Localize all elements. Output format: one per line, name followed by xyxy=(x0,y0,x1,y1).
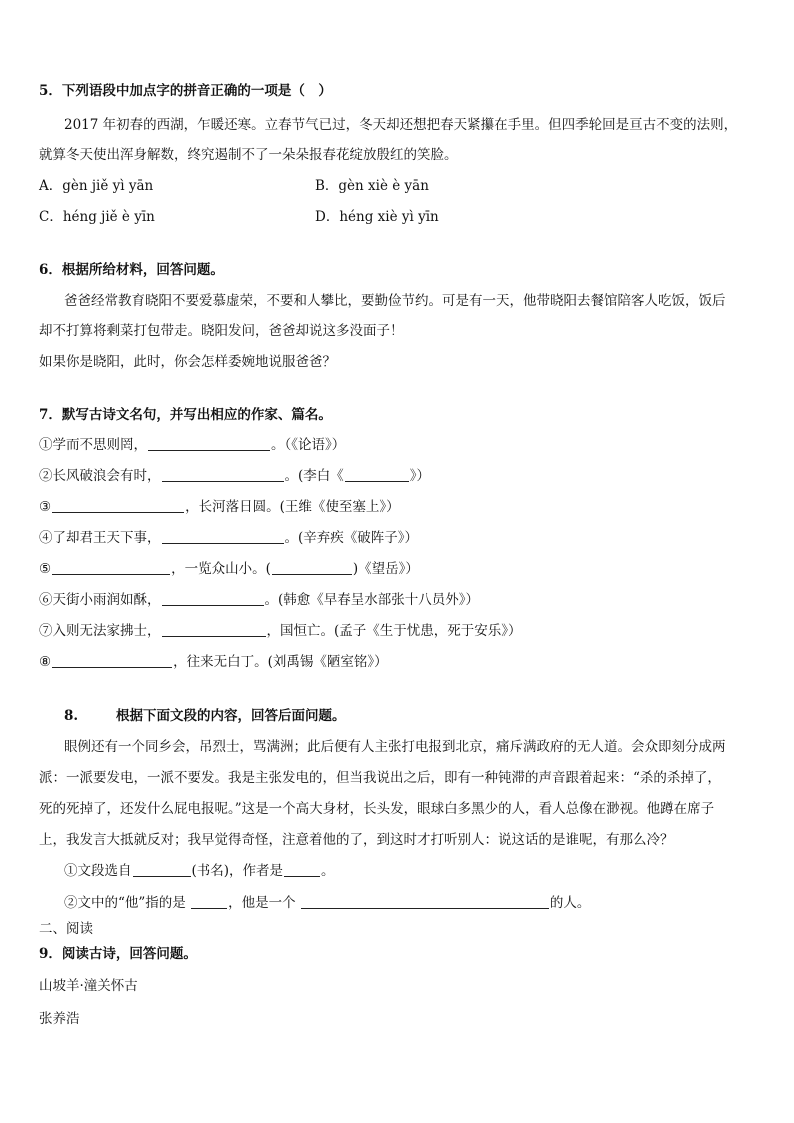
q5-option-a: A．gèn jiě yì yān xyxy=(39,178,154,194)
q7-item-8: ⑧ ，往来无白丁。(刘禹锡《陋室铭》） xyxy=(39,654,388,670)
q7-blank-4[interactable] xyxy=(162,529,284,544)
q7-blank-5-author[interactable] xyxy=(272,560,352,575)
q7-item-3: ③ ，长河落日圆。(王维《使至塞上》） xyxy=(39,499,400,515)
section-2-heading: 二、阅读 xyxy=(39,921,93,937)
q6-question: 如果你是晓阳，此时，你会怎样委婉地说服爸爸？ xyxy=(39,354,336,370)
q7-item-5: ⑤ ，一览众山小。( )《望岳》） xyxy=(39,561,419,577)
q7-blank-5[interactable] xyxy=(52,560,170,575)
q6-material-line-2: 却不打算将剩菜打包带走。晓阳发问，爸爸却说这多没面子！ xyxy=(39,323,404,339)
q8-passage-line-2: 派：一派要发电，一派不要发。我是主张发电的，但当我说出之后，即有一种钝滞的声音跟着起来：“杀的杀掉了， xyxy=(39,770,721,786)
q5-option-c: C．héng jiě è yīn xyxy=(39,209,155,225)
q8-number: 8. xyxy=(64,708,79,724)
q9-poem-title: 山坡羊·潼关怀古 xyxy=(39,978,138,994)
q9-poem-author: 张养浩 xyxy=(39,1011,80,1027)
q9-stem: 9．阅读古诗，回答问题。 xyxy=(39,946,197,962)
q6-material-line-1: 爸爸经常教育晓阳不要爱慕虚荣，不要和人攀比，要勤俭节约。可是有一天，他带晓阳去餐馆陪客人吃饭，饭后 xyxy=(64,293,726,309)
q8-blank-person[interactable] xyxy=(301,894,549,909)
q7-blank-2[interactable] xyxy=(162,467,284,482)
q7-stem: 7．默写古诗文名句，并写出相应的作家、篇名。 xyxy=(39,407,332,423)
q8-blank-book[interactable] xyxy=(133,862,191,877)
q7-blank-3[interactable] xyxy=(52,498,184,513)
q8-blank-author[interactable] xyxy=(284,862,320,877)
q5-passage-line-1: 2017 年初春的西湖，乍暖还寒。立春节气已过，冬天却还想把春天紧攥在手里。但四季轮回是亘古不变的法则， xyxy=(64,117,738,133)
q8-sub-question-1: ①文段选自 (书名)，作者是 。 xyxy=(64,863,335,879)
q5-option-d: D．héng xiè yì yīn xyxy=(315,209,439,225)
q7-blank-7[interactable] xyxy=(162,622,266,637)
q7-blank-1[interactable] xyxy=(148,436,270,451)
q7-item-2: ②长风破浪会有时， 。(李白《 》） xyxy=(39,468,431,484)
q8-sub-question-2: ②文中的“他”指的是 ，他是一个 的人。 xyxy=(64,895,591,911)
q5-stem: 5．下列语段中加点字的拼音正确的一项是（ ） xyxy=(39,83,332,99)
q7-item-1: ①学而不思则罔， 。（《论语》） xyxy=(39,437,346,453)
q7-blank-2-title[interactable] xyxy=(345,467,409,482)
q7-item-6: ⑥天街小雨润如酥， 。(韩愈《早春呈水部张十八员外》） xyxy=(39,592,480,608)
q5-option-b: B．gèn xiè è yān xyxy=(315,178,429,194)
q8-passage-line-1: 眼例还有一个同乡会，吊烈士，骂满洲；此后便有人主张打电报到北京，痛斥满政府的无人道。会众即刻分成两 xyxy=(64,739,726,755)
q5-passage-line-2: 就算冬天使出浑身解数，终究遏制不了一朵朵报春花绽放殷红的笑脸。 xyxy=(39,147,458,163)
q7-item-7: ⑦入则无法家拂士， ，国恒亡。(孟子《生于忧患，死于安乐》） xyxy=(39,623,522,639)
q8-passage-line-3: 死的死掉了，还发什么屁电报呢。”这是一个高大身材，长头发，眼球白多黑少的人，看人总像在渺视。他蹲在席子 xyxy=(39,801,715,817)
q8-blank-he[interactable] xyxy=(191,894,227,909)
q7-blank-6[interactable] xyxy=(162,591,264,606)
q7-blank-8[interactable] xyxy=(52,653,172,668)
q8-stem: 根据下面文段的内容，回答后面问题。 xyxy=(116,708,346,724)
q6-stem: 6．根据所给材料，回答问题。 xyxy=(39,262,224,278)
q7-item-4: ④了却君王天下事， 。(辛弃疾《破阵子》） xyxy=(39,530,419,546)
q8-passage-line-4: 上，我发言大抵就反对；我早觉得奇怪，注意着他的了，到这时才打听别人：说这话的是谁呢，有那么冷？ xyxy=(39,832,674,848)
